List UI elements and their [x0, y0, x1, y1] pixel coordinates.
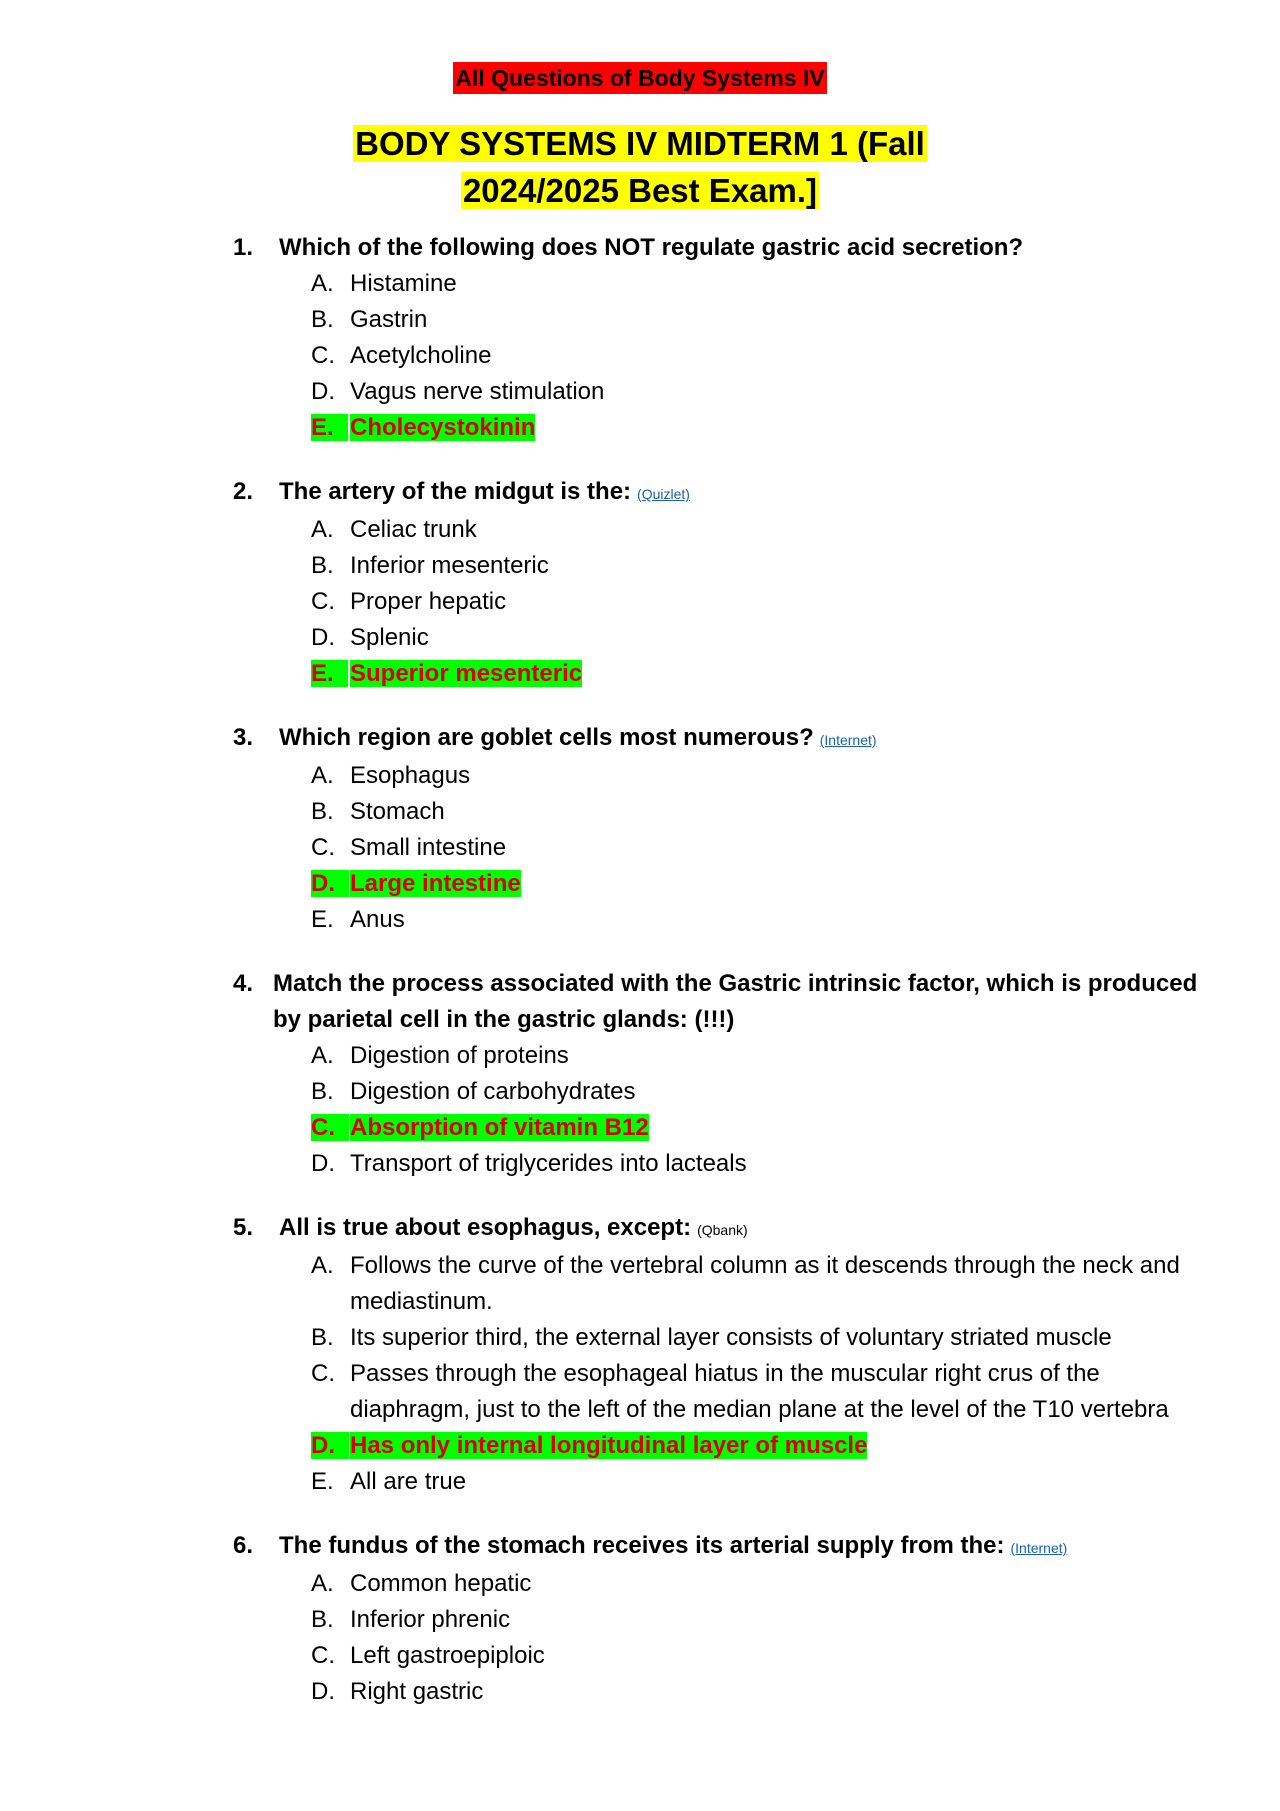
answer-option	[311, 902, 1213, 938]
option-letter	[311, 1356, 350, 1428]
question-number: 3.	[233, 724, 254, 751]
answer-option	[311, 266, 1213, 302]
option-letter-text: D.	[311, 870, 349, 897]
option-letter	[311, 1248, 350, 1320]
option-letter-text: C.	[311, 1114, 349, 1141]
option-letter	[311, 1074, 350, 1110]
option-letter	[311, 338, 350, 374]
question-text	[273, 966, 1213, 1038]
question-number: 6.	[233, 1532, 254, 1559]
answer-option-correct	[311, 1428, 1213, 1464]
option-text	[350, 1428, 1213, 1464]
question-number: 5.	[233, 1214, 254, 1241]
option-letter-text: B.	[311, 1078, 334, 1105]
option-text-content: Stomach	[350, 798, 445, 825]
question-text	[279, 474, 1213, 512]
option-text	[350, 1674, 1213, 1710]
question-block	[233, 1528, 1213, 1710]
option-letter-text: D.	[311, 1678, 335, 1705]
option-text	[350, 512, 1213, 548]
option-text-content: Left gastroepiploic	[350, 1642, 545, 1669]
option-letter	[311, 794, 350, 830]
source-link[interactable]: (Internet)	[819, 732, 877, 748]
option-text	[350, 1356, 1213, 1428]
answer-option	[311, 1638, 1213, 1674]
option-letter	[311, 374, 350, 410]
option-text-content: Transport of triglycerides into lacteals	[350, 1150, 747, 1177]
option-text-content: All are true	[350, 1468, 467, 1495]
question-text	[279, 1528, 1213, 1566]
answer-option	[311, 1320, 1213, 1356]
option-text-content: Esophagus	[350, 762, 471, 789]
question-number: 4.	[233, 970, 254, 997]
option-letter	[311, 1602, 350, 1638]
option-letter-text: E.	[311, 414, 348, 441]
question-text-content: Which region are goblet cells most numerous?	[279, 724, 814, 751]
option-text	[350, 302, 1213, 338]
option-letter	[311, 902, 350, 938]
option-text	[350, 338, 1213, 374]
answer-option	[311, 1602, 1213, 1638]
option-letter	[311, 512, 350, 548]
answer-option	[311, 794, 1213, 830]
option-letter-text: D.	[311, 624, 335, 651]
answer-option	[311, 620, 1213, 656]
answer-option-correct	[311, 656, 1213, 692]
option-text-content: Small intestine	[350, 834, 507, 861]
answer-option	[311, 1038, 1213, 1074]
source-link[interactable]: (Internet)	[1010, 1540, 1068, 1556]
question-text	[279, 230, 1213, 266]
option-text-content: Has only internal longitudinal layer of muscle	[350, 1432, 868, 1459]
option-letter-text: B.	[311, 1324, 334, 1351]
header-tag: All Questions of Body Systems IV	[453, 62, 826, 94]
option-text-content: Gastrin	[350, 306, 428, 333]
option-letter	[311, 410, 350, 446]
option-letter-text: C.	[311, 342, 335, 369]
question-text-content: The fundus of the stomach receives its arterial supply from the:	[279, 1532, 1005, 1559]
question-text-content: Match the process associated with the Gastric intrinsic factor, which is produced by parietal cell in the gastric glands: (!!!)	[273, 970, 1198, 1033]
question-heading	[233, 720, 1213, 758]
option-letter	[311, 1320, 350, 1356]
answer-option	[311, 374, 1213, 410]
answer-option	[311, 1146, 1213, 1182]
option-letter-text: A.	[311, 1042, 334, 1069]
header-tag-line	[0, 62, 1280, 94]
question-text-content: Which of the following does NOT regulate gastric acid secretion?	[279, 234, 1024, 261]
option-letter-text: C.	[311, 1360, 335, 1387]
answer-option	[311, 1566, 1213, 1602]
option-text-content: Celiac trunk	[350, 516, 477, 543]
option-text	[350, 656, 1213, 692]
question-block	[233, 720, 1213, 938]
question-block	[233, 966, 1213, 1182]
option-letter-text: A.	[311, 270, 334, 297]
option-letter-text: C.	[311, 588, 335, 615]
option-text-content: Inferior mesenteric	[350, 552, 549, 579]
option-text-content: Common hepatic	[350, 1570, 532, 1597]
answer-option	[311, 338, 1213, 374]
option-letter-text: D.	[311, 378, 335, 405]
option-text	[350, 1566, 1213, 1602]
option-text-content: Right gastric	[350, 1678, 484, 1705]
option-list	[233, 512, 1213, 692]
question-text	[279, 1210, 1213, 1248]
option-text	[350, 758, 1213, 794]
source-note: (Qbank)	[697, 1222, 748, 1238]
option-letter-text: E.	[311, 906, 334, 933]
answer-option	[311, 1464, 1213, 1500]
option-letter	[311, 1464, 350, 1500]
option-letter-text: C.	[311, 834, 335, 861]
option-text	[350, 1146, 1213, 1182]
option-text	[350, 1638, 1213, 1674]
answer-option	[311, 1356, 1213, 1428]
question-heading	[233, 474, 1213, 512]
option-text	[350, 1602, 1213, 1638]
option-letter-text: B.	[311, 1606, 334, 1633]
answer-option	[311, 1074, 1213, 1110]
title-line-1: BODY SYSTEMS IV MIDTERM 1 (Fall	[355, 125, 925, 162]
answer-option-correct	[311, 410, 1213, 446]
option-text	[350, 620, 1213, 656]
question-list	[233, 230, 1213, 1738]
option-letter	[311, 830, 350, 866]
option-list	[233, 1248, 1213, 1500]
question-text	[279, 720, 1213, 758]
question-heading	[233, 230, 1213, 266]
option-text	[350, 548, 1213, 584]
answer-option	[311, 1674, 1213, 1710]
answer-option-correct	[311, 1110, 1213, 1146]
option-letter-text: E.	[311, 660, 348, 687]
question-text-content: All is true about esophagus, except:	[279, 1214, 692, 1241]
answer-option	[311, 548, 1213, 584]
option-text-content: Splenic	[350, 624, 429, 651]
option-text	[350, 374, 1213, 410]
option-list	[233, 266, 1213, 446]
answer-option	[311, 302, 1213, 338]
option-letter-text: C.	[311, 1642, 335, 1669]
question-heading	[233, 1528, 1213, 1566]
option-letter-text: A.	[311, 1570, 334, 1597]
option-text	[350, 830, 1213, 866]
answer-option-correct	[311, 866, 1213, 902]
option-letter	[311, 1146, 350, 1182]
option-text-content: Acetylcholine	[350, 342, 492, 369]
option-text	[350, 866, 1213, 902]
option-letter	[311, 584, 350, 620]
option-text	[350, 1110, 1213, 1146]
option-text	[350, 584, 1213, 620]
question-heading	[233, 966, 1213, 1038]
option-text	[350, 266, 1213, 302]
option-text-content: Digestion of proteins	[350, 1042, 569, 1069]
option-letter	[311, 1110, 350, 1146]
option-text-content: Its superior third, the external layer consists of voluntary striated muscle	[350, 1324, 1112, 1351]
option-letter-text: A.	[311, 1252, 334, 1279]
option-letter	[311, 620, 350, 656]
option-text-content: Superior mesenteric	[350, 660, 583, 687]
option-letter	[311, 548, 350, 584]
option-text	[350, 1464, 1213, 1500]
option-text-content: Cholecystokinin	[350, 414, 536, 441]
answer-option	[311, 1248, 1213, 1320]
option-text-content: Vagus nerve stimulation	[350, 378, 605, 405]
option-text-content: Anus	[350, 906, 405, 933]
page-title	[0, 120, 1280, 214]
option-letter	[311, 656, 350, 692]
option-letter	[311, 1674, 350, 1710]
option-letter	[311, 1428, 350, 1464]
option-text-content: Absorption of vitamin B12	[350, 1114, 649, 1141]
option-letter	[311, 302, 350, 338]
option-letter-text: D.	[311, 1432, 349, 1459]
option-letter	[311, 866, 350, 902]
option-letter	[311, 1566, 350, 1602]
option-text	[350, 1320, 1213, 1356]
question-block	[233, 230, 1213, 446]
option-text-content: Inferior phrenic	[350, 1606, 511, 1633]
question-block	[233, 474, 1213, 692]
option-text-content: Large intestine	[350, 870, 521, 897]
option-list	[233, 758, 1213, 938]
option-letter	[311, 758, 350, 794]
option-text-content: Histamine	[350, 270, 457, 297]
answer-option	[311, 758, 1213, 794]
question-number: 2.	[233, 478, 254, 505]
option-text	[350, 410, 1213, 446]
question-number: 1.	[233, 234, 254, 261]
option-letter	[311, 1638, 350, 1674]
option-letter-text: B.	[311, 306, 334, 333]
option-text	[350, 794, 1213, 830]
option-text-content: Follows the curve of the vertebral column as it descends through the neck and mediastinum.	[350, 1252, 1180, 1315]
option-list	[233, 1038, 1213, 1182]
option-text-content: Passes through the esophageal hiatus in the muscular right crus of the diaphragm, just to the left of the median plane at the level of the T10 vertebra	[350, 1360, 1169, 1423]
option-list	[233, 1566, 1213, 1710]
option-letter	[311, 1038, 350, 1074]
option-letter-text: E.	[311, 1468, 334, 1495]
option-letter-text: D.	[311, 1150, 335, 1177]
option-text	[350, 1074, 1213, 1110]
option-letter	[311, 266, 350, 302]
option-text	[350, 902, 1213, 938]
option-text-content: Proper hepatic	[350, 588, 507, 615]
answer-option	[311, 584, 1213, 620]
answer-option	[311, 830, 1213, 866]
option-text	[350, 1248, 1213, 1320]
option-text-content: Digestion of carbohydrates	[350, 1078, 636, 1105]
title-line-2: 2024/2025 Best Exam.]	[462, 172, 818, 209]
option-text	[350, 1038, 1213, 1074]
question-text-content: The artery of the midgut is the:	[279, 478, 632, 505]
option-letter-text: B.	[311, 552, 334, 579]
question-heading	[233, 1210, 1213, 1248]
answer-option	[311, 512, 1213, 548]
option-letter-text: B.	[311, 798, 334, 825]
question-block	[233, 1210, 1213, 1500]
source-link[interactable]: (Quizlet)	[637, 486, 690, 502]
option-letter-text: A.	[311, 762, 334, 789]
option-letter-text: A.	[311, 516, 334, 543]
